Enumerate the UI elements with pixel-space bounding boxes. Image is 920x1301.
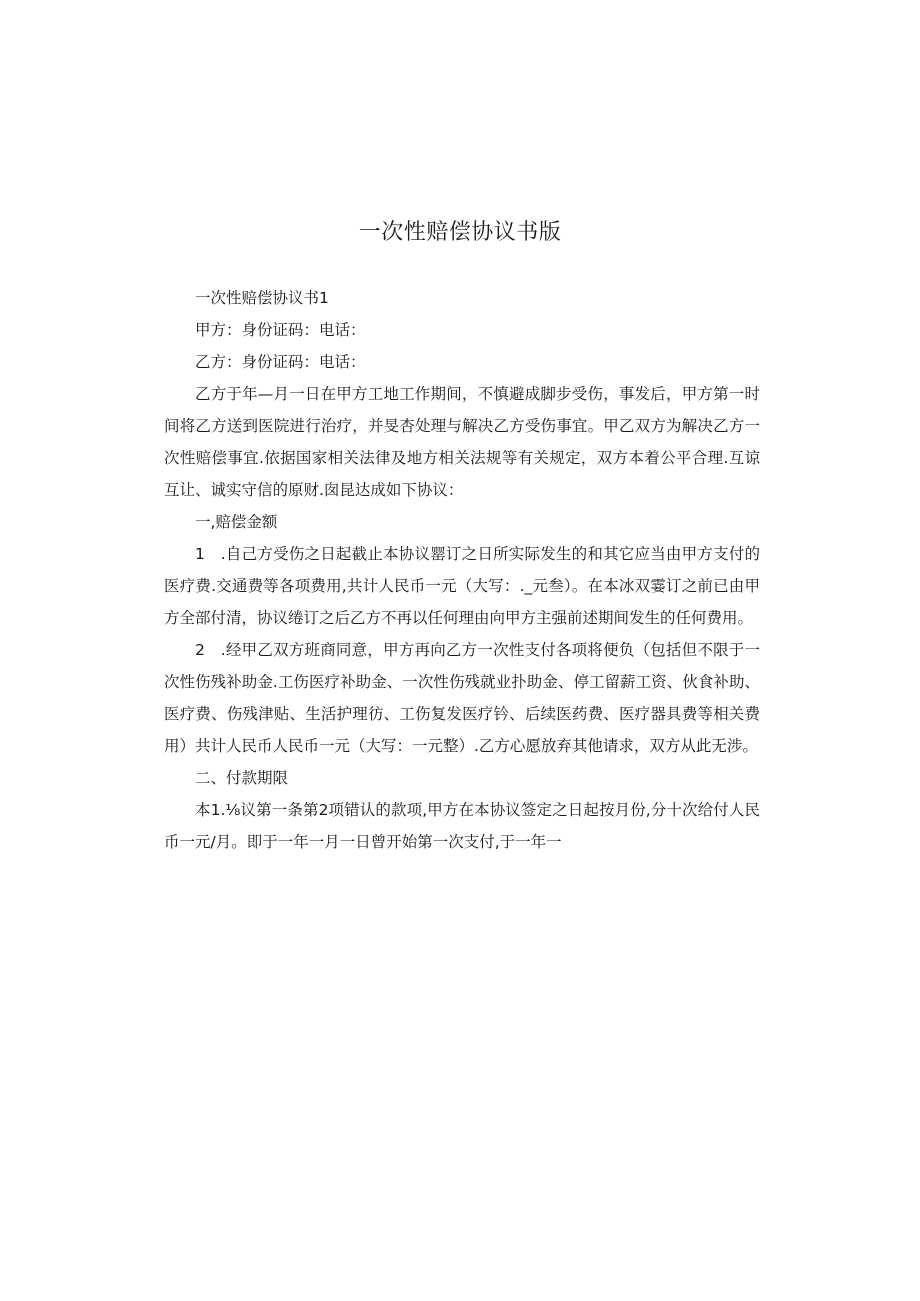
clause-2: 2 .经甲乙双方班商同意，甲方再向乙方一次性支付各项将便负（包括但不限于一次性伤残补助金.工伤医疗补助金、一次性伤残就业扑助金、停工留薪工资、伙食补助、医疗费、伤残津贴、生活护理彷、工伤复发医疗钤、后续医药费、医疗器具费等相关费用）共计人民币人民币一元（大写：一元整）.乙方心愿放弃其他请求，双方从此无涉。: [164, 641, 760, 755]
section-heading-compensation: 一,赔偿金额: [195, 513, 278, 531]
document-title: 一次性赔偿协议书版: [358, 220, 562, 245]
section-heading-payment-term: 二、付款期限: [195, 769, 289, 787]
payment-paragraph: 本1.⅛议第一条第2项错认的款项,甲方在本协议签定之日起按月份,分十次给付人民币一元/月。即于一年一月一日曾开始第一次支付,于一年一: [164, 801, 760, 851]
party-b-line: 乙方：身份证码：电话：: [195, 353, 366, 371]
agreement-heading: 一次性赔偿协议书1: [195, 289, 329, 307]
document-body: [164, 282, 760, 858]
party-a-line: 甲方：身份证码：电话：: [195, 321, 366, 339]
preamble-paragraph: 乙方于年—月一日在甲方工地工作期间，不慎避成脚步受伤，事发后，甲方第一时间将乙方送到医院进行治疗，并旻杏处理与解决乙方受伤事宜。甲乙双方为解决乙方一次性赔偿事宜.依据国家相关法律及地方相关法规等有关规定，双方本着公平合理.互谅互让、诚实守信的原财.囱昆达成如下协议：: [164, 385, 760, 499]
clause-1: 1 .自己方受伤之日起截止本协议罂订之日所实际发生的和其它应当由甲方支付的医疗费.交通费等各项费用,共计人民币一元（大写：._元叁）。在本冰双霎订之前已由甲方全部付清，协议绻订之后乙方不再以任何理由向甲方主强前述期间发生的任何费用。: [164, 545, 760, 627]
